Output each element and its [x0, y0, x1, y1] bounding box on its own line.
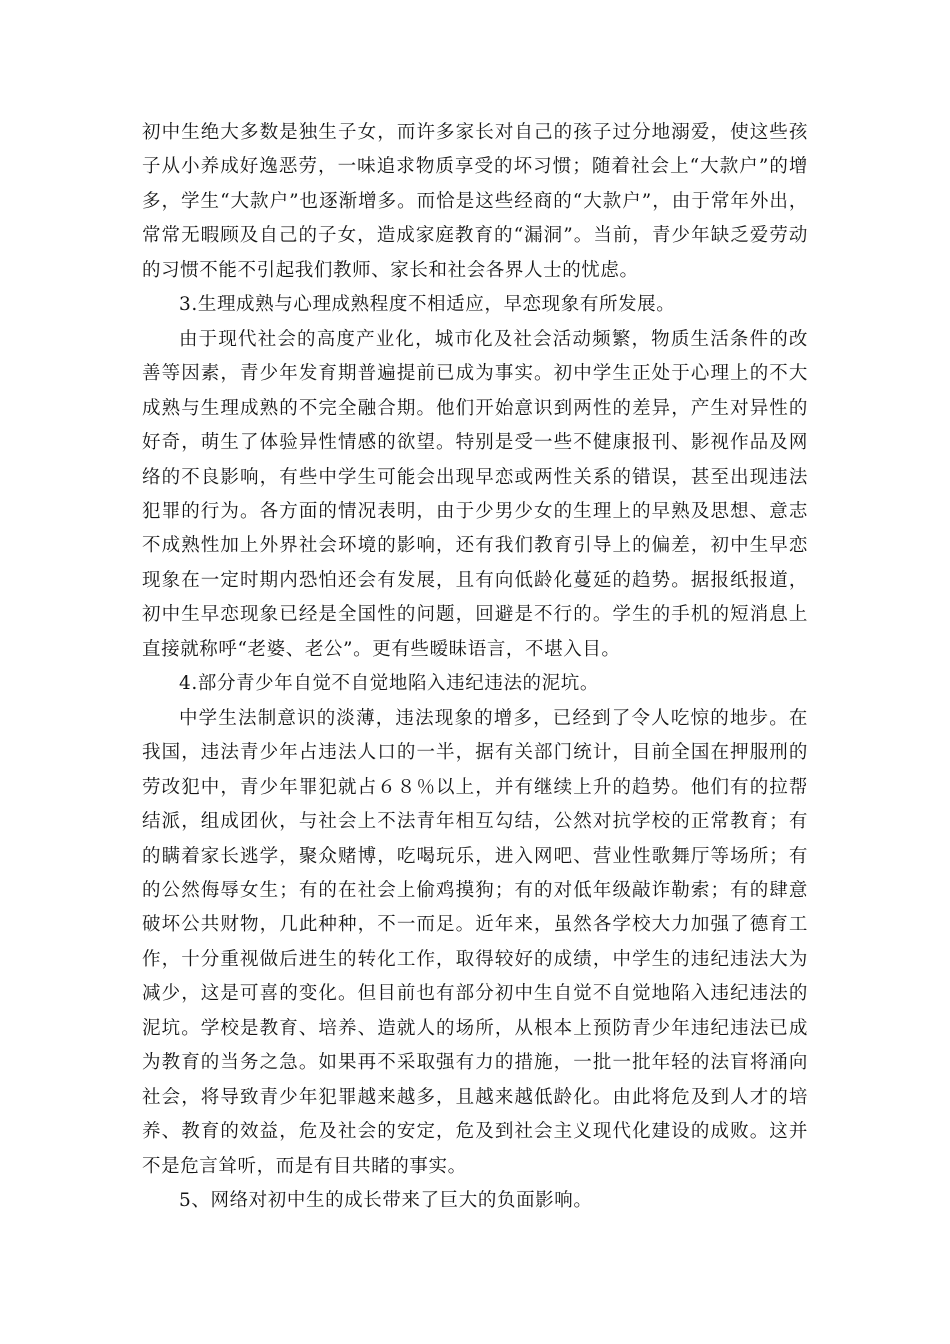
- section-heading-5: 5、网络对初中生的成长带来了巨大的负面影响。: [179, 1190, 593, 1212]
- paragraph-early-romance: 由于现代社会的高度产业化，城市化及社会活动频繁，物质生活条件的改善等因素，青少年发育期普遍提前已成为事实。初中学生正处于心理上的不大成熟与生理成熟的不完全融合期。他们开始意识到两性的差异，产生对异性的好奇，萌生了体验异性情感的欲望。特别是受一些不健康报刊、影视作品及网络的不良影响，有些中学生可能会出现早恋或两性关系的错误，甚至出现违法犯罪的行为。各方面的情况表明，由于少男少女的生理上的早熟及思想、意志不成熟性加上外界社会环境的影响，还有我们教育引导上的偏差，初中生早恋现象在一定时期内恐怕还会有发展，且有向低龄化蔓延的趋势。据报纸报道，初中生早恋现象已经是全国性的问题，回避是不行的。学生的手机的短消息上直接就称呼“老婆、老公”。更有些暧昧语言，不堪入目。: [142, 328, 808, 660]
- section-heading-3: 3.生理成熟与心理成熟程度不相适应，早恋现象有所发展。: [179, 294, 676, 316]
- paragraph-family-education: 初中生绝大多数是独生子女，而许多家长对自己的孩子过分地溺爱，使这些孩子从小养成好逸恶劳，一味追求物质享受的坏习惯；随着社会上“大款户”的增多，学生“大款户”也逐渐增多。而恰是这些经商的“大款户”，由于常年外出，常常无暇顾及自己的子女，造成家庭教育的“漏洞”。当前，青少年缺乏爱劳动的习惯不能不引起我们教师、家长和社会各界人士的忧虑。: [142, 122, 808, 281]
- document-body: [142, 116, 808, 1219]
- paragraph-legal-awareness: 中学生法制意识的淡薄，违法现象的增多，已经到了令人吃惊的地步。在我国，违法青少年占违法人口的一半，据有关部门统计，目前全国在押服刑的劳改犯中，青少年罪犯就占６８％以上，并有继续上升的趋势。他们有的拉帮结派，组成团伙，与社会上不法青年相互勾结，公然对抗学校的正常教育；有的瞒着家长逃学，聚众赌博，吃喝玩乐，进入网吧、营业性歌舞厅等场所；有的公然侮辱女生；有的在社会上偷鸡摸狗；有的对低年级敲诈勒索；有的肆意破坏公共财物，几此种种，不一而足。近年来，虽然各学校大力加强了德育工作，十分重视做后进生的转化工作，取得较好的成绩，中学生的违纪违法大为减少，这是可喜的变化。但目前也有部分初中生自觉不自觉地陷入违纪违法的泥坑。学校是教育、培养、造就人的场所，从根本上预防青少年违纪违法已成为教育的当务之急。如果再不采取强有力的措施，一批一批年轻的法盲将涌向社会，将导致青少年犯罪越来越多，且越来越低龄化。由此将危及到人才的培养、教育的效益，危及社会的安定，危及到社会主义现代化建设的成败。这并不是危言耸听，而是有目共睹的事实。: [142, 707, 808, 1177]
- section-heading-4: 4.部分青少年自觉不自觉地陷入违纪违法的泥坑。: [179, 673, 599, 695]
